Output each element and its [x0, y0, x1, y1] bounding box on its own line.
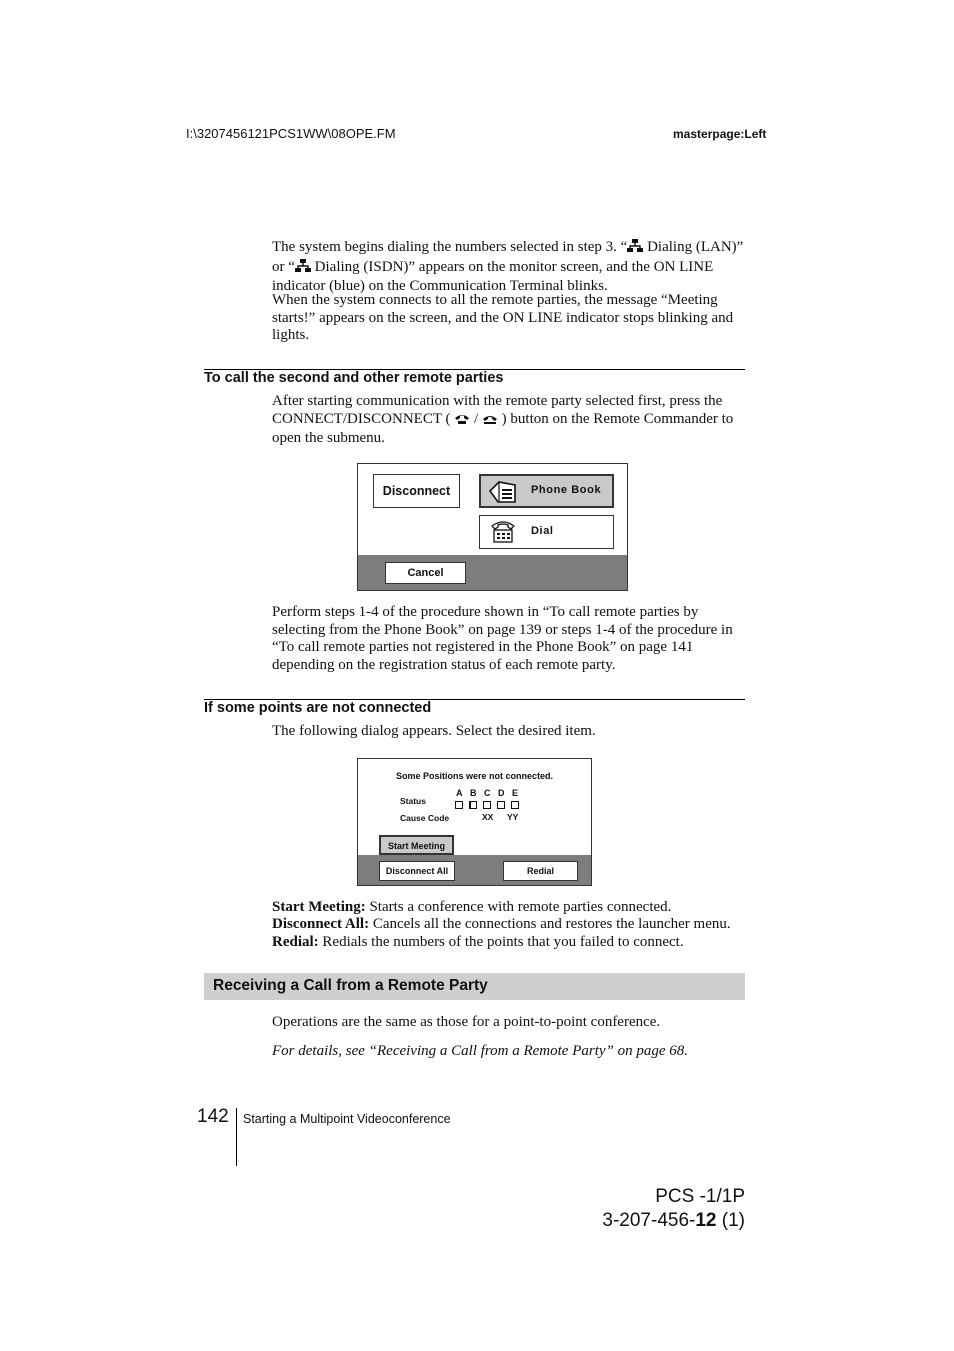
status-label: Status: [400, 796, 426, 806]
column-header-c: C: [484, 788, 491, 798]
cause-code-label: Cause Code: [400, 813, 450, 823]
redial-button[interactable]: Redial: [503, 861, 578, 881]
definition-redial: [272, 934, 752, 952]
term-redial: Redial:: [272, 934, 319, 950]
definition-start-meeting: [272, 899, 752, 917]
term-start-meeting: Start Meeting:: [272, 899, 366, 915]
cancel-button[interactable]: Cancel: [385, 562, 466, 584]
phone-book-icon: [487, 479, 519, 510]
intro-text-c: Dialing (ISDN)” appears on the monitor screen, and the ON LINE indicator (blue) on the Communication Terminal blinks.: [272, 258, 714, 295]
term-disconnect-all: Disconnect All:: [272, 916, 370, 932]
second-text-a: After starting communication with the remote party selected first, press the CONNECT/DISCONNECT (: [272, 393, 723, 427]
dialog-title: Some Positions were not connected.: [395, 771, 554, 781]
steps-paragraph: Perform steps 1-4 of the procedure shown in “To call remote parties by selecting from the Phone Book” on page 139 or steps 1-4 of the procedure in “To call remote parties not registered in the Phone Book” on page 141 depending on the registration status of each remote party.: [272, 604, 733, 673]
file-path: I:\3207456121PCS1WW\08OPE.FM: [186, 126, 396, 141]
definition-disconnect-all: [272, 916, 752, 934]
document-code: [602, 1210, 745, 1232]
column-header-b: B: [470, 788, 477, 798]
model-line: PCS -1/1P: [655, 1186, 745, 1207]
desc-disconnect-all: Cancels all the connections and restores the launcher menu.: [369, 916, 731, 932]
footer-vertical-rule: [236, 1108, 237, 1166]
desc-redial: Redials the numbers of the points that you failed to connect.: [318, 934, 684, 950]
dial-button[interactable]: [479, 515, 614, 549]
submenu-dialog: [357, 463, 628, 591]
heading-receiving-call: Receiving a Call from a Remote Party: [213, 977, 488, 994]
status-box-e: [511, 801, 519, 809]
page-number: 142: [197, 1106, 229, 1127]
column-header-d: D: [498, 788, 505, 798]
disconnect-all-button[interactable]: Disconnect All: [379, 861, 455, 881]
connect-phone-icon: [454, 413, 470, 431]
status-box-a: [455, 801, 463, 809]
status-box-c: [483, 801, 491, 809]
disconnect-phone-icon: [482, 413, 498, 431]
column-header-e: E: [512, 788, 519, 798]
cause-value-d: YY: [507, 812, 519, 822]
masterpage-label: masterpage:Left: [673, 127, 767, 141]
status-box-d: [497, 801, 505, 809]
not-connected-intro: The following dialog appears. Select the desired item.: [272, 723, 596, 739]
phone-book-button[interactable]: [479, 474, 614, 508]
code-suffix: (1): [716, 1210, 745, 1231]
heading-not-connected: If some points are not connected: [204, 700, 432, 716]
intro-text-a: The system begins dialing the numbers selected in step 3. “: [272, 239, 628, 255]
network-icon: [627, 239, 643, 259]
dial-label: Dial: [531, 525, 554, 537]
second-text-sep: /: [473, 410, 479, 427]
column-header-a: A: [456, 788, 463, 798]
code-prefix: 3-207-456-: [602, 1210, 696, 1231]
status-box-b: [469, 801, 477, 809]
receiving-reference: For details, see “Receiving a Call from a Remote Party” on page 68.: [272, 1043, 689, 1059]
intro-text-b: Dialing (LAN)” or “: [272, 239, 744, 275]
cause-value-c: XX: [482, 812, 494, 822]
dial-keypad-icon: [489, 520, 517, 549]
disconnect-button[interactable]: Disconnect: [373, 474, 460, 508]
intro-paragraph-2: When the system connects to all the remote parties, the message “Meeting starts!” appears on the screen, and the ON LINE indicator stops blinking and lights.: [272, 292, 734, 344]
receiving-paragraph: Operations are the same as those for a point-to-point conference.: [272, 1014, 661, 1030]
not-connected-dialog: [357, 758, 592, 886]
second-parties-paragraph: [272, 393, 746, 448]
network-icon: [295, 259, 311, 279]
phone-book-label: Phone Book: [531, 484, 602, 496]
start-meeting-button[interactable]: Start Meeting: [379, 835, 454, 855]
intro-paragraph-1: [272, 239, 746, 296]
heading-second-parties: To call the second and other remote parties: [204, 370, 504, 386]
desc-start-meeting: Starts a conference with remote parties connected.: [365, 899, 672, 915]
chapter-title: Starting a Multipoint Videoconference: [243, 1112, 451, 1126]
second-text-b: ) button on the Remote Commander to open the submenu.: [272, 410, 734, 447]
code-bold: 12: [695, 1210, 717, 1231]
